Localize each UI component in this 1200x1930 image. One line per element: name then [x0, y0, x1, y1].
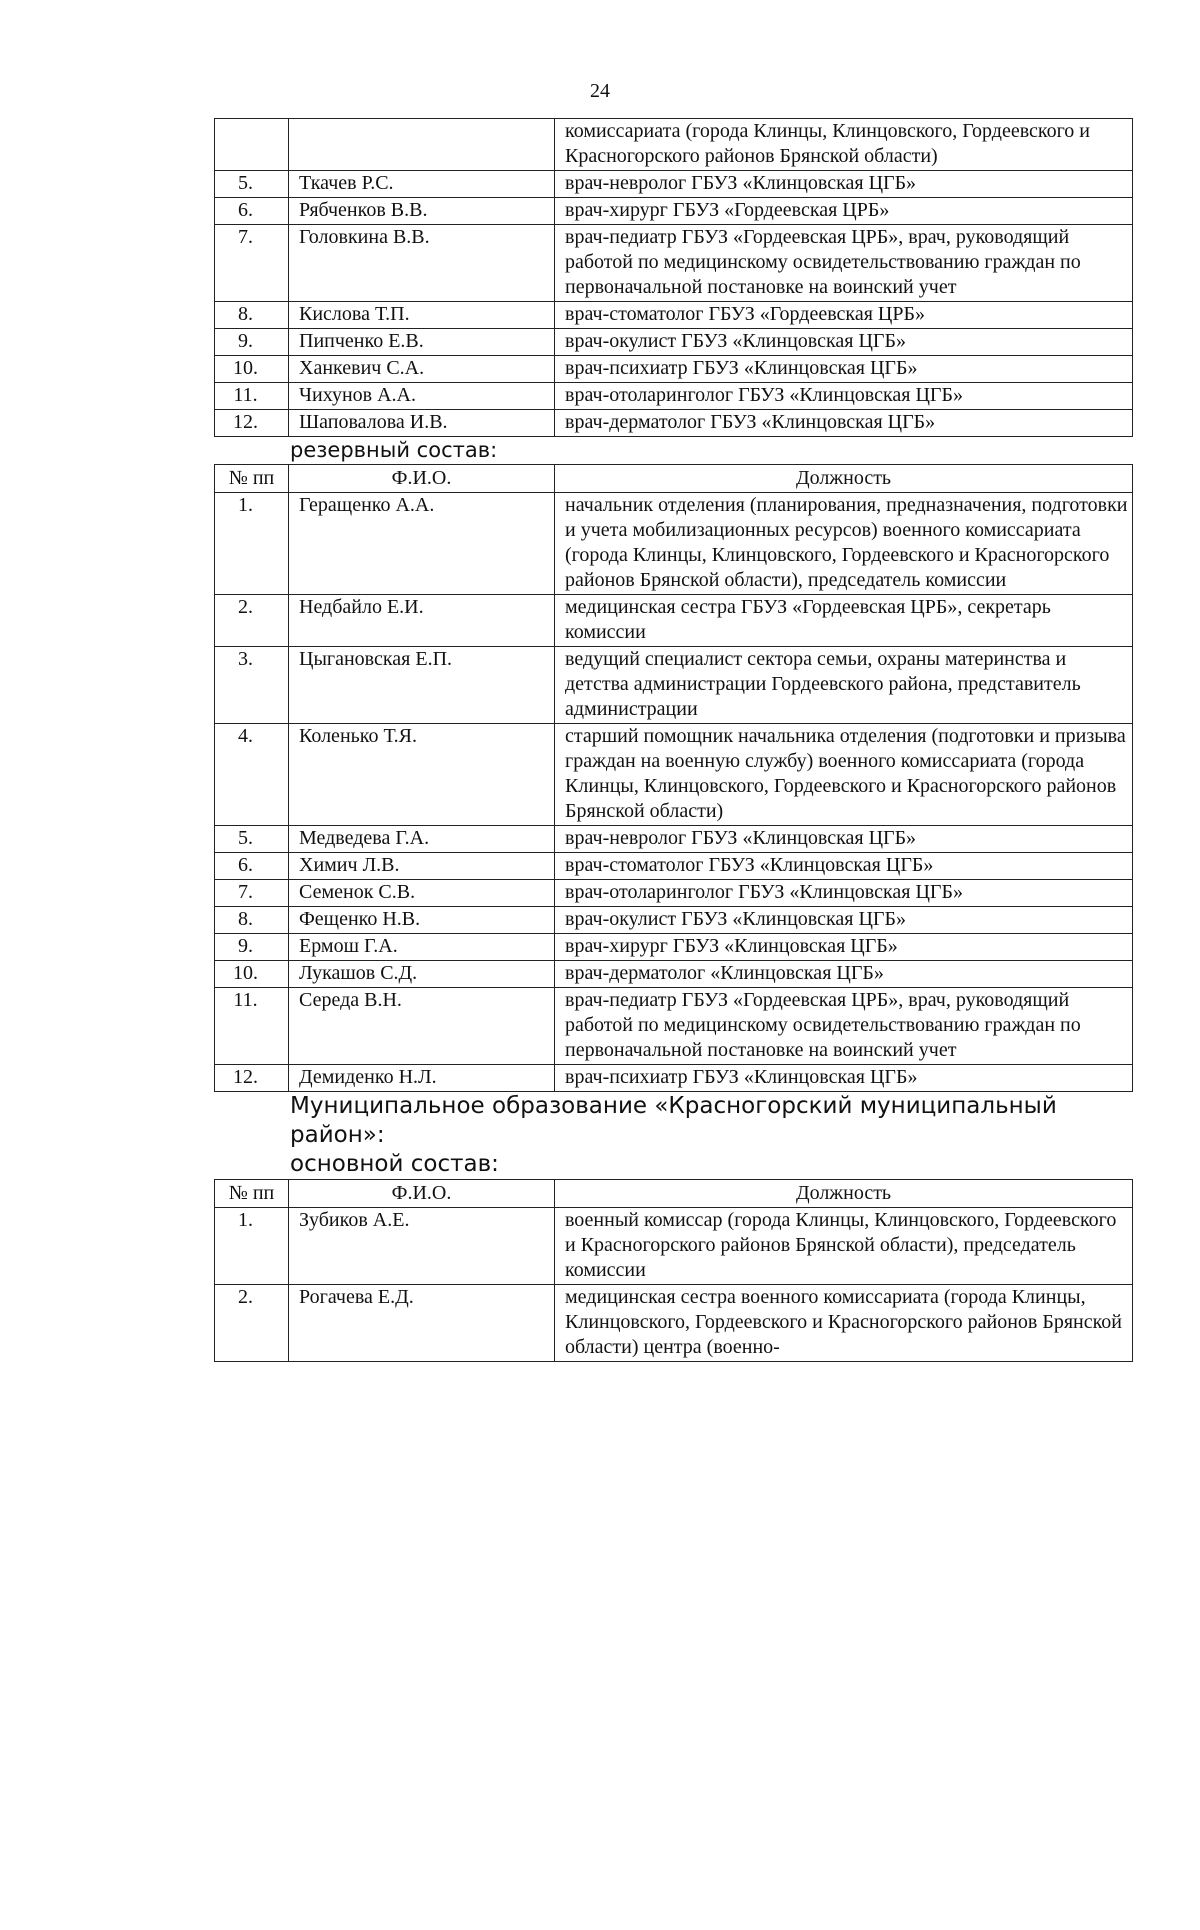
person-position: врач-невролог ГБУЗ «Клинцовская ЦГБ» [555, 826, 1133, 853]
person-name: Ткачев Р.С. [289, 171, 555, 198]
person-name: Коленько Т.Я. [289, 724, 555, 826]
person-position: врач-хирург ГБУЗ «Клинцовская ЦГБ» [555, 934, 1133, 961]
header-position: Должность [555, 465, 1133, 493]
person-position: начальник отделения (планирования, предназначения, подготовки и учета мобилизационных ресурсов) военного комиссариата (города Клинцы, Клинцовского, Гордеевского и Красногорского районов Брянской области), председатель комиссии [555, 493, 1133, 595]
person-name: Головкина В.В. [289, 225, 555, 302]
table-row [215, 225, 1133, 302]
table-row [215, 171, 1133, 198]
person-name: Зубиков А.Е. [289, 1208, 555, 1285]
table-row [215, 1285, 1133, 1362]
row-number: 12. [215, 410, 289, 437]
table-row [215, 119, 1133, 171]
row-number: 2. [215, 1285, 289, 1362]
person-position: врач-стоматолог ГБУЗ «Клинцовская ЦГБ» [555, 853, 1133, 880]
table-row [215, 934, 1133, 961]
person-position: врач-психиатр ГБУЗ «Клинцовская ЦГБ» [555, 356, 1133, 383]
person-position: военный комиссар (города Клинцы, Клинцовского, Гордеевского и Красногорского районов Брянской области), председатель комиссии [555, 1208, 1133, 1285]
person-name: Фещенко Н.В. [289, 907, 555, 934]
person-position: медицинская сестра ГБУЗ «Гордеевская ЦРБ», секретарь комиссии [555, 595, 1133, 647]
reserve-heading: резервный состав: [290, 438, 498, 462]
person-position: комиссариата (города Клинцы, Клинцовского, Гордеевского и Красногорского районов Брянской области) [555, 119, 1133, 171]
row-number: 10. [215, 356, 289, 383]
row-number: 1. [215, 1208, 289, 1285]
table-row [215, 880, 1133, 907]
header-num: № пп [215, 465, 289, 493]
person-position: врач-отоларинголог ГБУЗ «Клинцовская ЦГБ» [555, 383, 1133, 410]
table-row [215, 826, 1133, 853]
person-position: врач-отоларинголог ГБУЗ «Клинцовская ЦГБ» [555, 880, 1133, 907]
row-number: 9. [215, 934, 289, 961]
row-number: 7. [215, 225, 289, 302]
person-name: Демиденко Н.Л. [289, 1065, 555, 1092]
row-number: 6. [215, 198, 289, 225]
person-position: старший помощник начальника отделения (подготовки и призыва граждан на военную службу) военного комиссариата (города Клинцы, Клинцовского, Гордеевского и Красногорского районов Брянской области) [555, 724, 1133, 826]
person-position: врач-стоматолог ГБУЗ «Гордеевская ЦРБ» [555, 302, 1133, 329]
person-name: Ермош Г.А. [289, 934, 555, 961]
row-number: 5. [215, 171, 289, 198]
person-position: врач-окулист ГБУЗ «Клинцовская ЦГБ» [555, 907, 1133, 934]
table-header-row [215, 1180, 1133, 1208]
row-number: 11. [215, 988, 289, 1065]
page-number: 24 [590, 80, 610, 102]
person-name: Ханкевич С.А. [289, 356, 555, 383]
person-name: Рогачева Е.Д. [289, 1285, 555, 1362]
person-name: Пипченко Е.В. [289, 329, 555, 356]
table-row [215, 329, 1133, 356]
table-row [215, 198, 1133, 225]
person-name: Семенок С.В. [289, 880, 555, 907]
row-number: 8. [215, 907, 289, 934]
person-name [289, 119, 555, 171]
header-num: № пп [215, 1180, 289, 1208]
table-row [215, 961, 1133, 988]
person-position: врач-дерматолог «Клинцовская ЦГБ» [555, 961, 1133, 988]
row-number: 9. [215, 329, 289, 356]
person-name: Шаповалова И.В. [289, 410, 555, 437]
person-name: Середа В.Н. [289, 988, 555, 1065]
person-position: врач-дерматолог ГБУЗ «Клинцовская ЦГБ» [555, 410, 1133, 437]
header-position: Должность [555, 1180, 1133, 1208]
table-row [215, 1208, 1133, 1285]
table-row [215, 724, 1133, 826]
table-row [215, 383, 1133, 410]
table-row [215, 988, 1133, 1065]
row-number: 11. [215, 383, 289, 410]
row-number: 12. [215, 1065, 289, 1092]
person-name: Недбайло Е.И. [289, 595, 555, 647]
table-row [215, 907, 1133, 934]
table-row [215, 595, 1133, 647]
header-name: Ф.И.О. [289, 1180, 555, 1208]
document-body [214, 118, 1132, 1362]
row-number: 2. [215, 595, 289, 647]
table-row [215, 302, 1133, 329]
person-name: Химич Л.В. [289, 853, 555, 880]
person-name: Геращенко А.А. [289, 493, 555, 595]
row-number: 7. [215, 880, 289, 907]
row-number [215, 119, 289, 171]
person-position: врач-окулист ГБУЗ «Клинцовская ЦГБ» [555, 329, 1133, 356]
person-position: медицинская сестра военного комиссариата (города Клинцы, Клинцовского, Гордеевского и Красногорского районов Брянской области) центра (военно- [555, 1285, 1133, 1362]
person-name: Рябченков В.В. [289, 198, 555, 225]
person-name: Цыгановская Е.П. [289, 647, 555, 724]
table-row [215, 493, 1133, 595]
person-position: врач-педиатр ГБУЗ «Гордеевская ЦРБ», врач, руководящий работой по медицинскому освидетельствованию граждан по первоначальной постановке на воинский учет [555, 225, 1133, 302]
row-number: 8. [215, 302, 289, 329]
person-name: Медведева Г.А. [289, 826, 555, 853]
person-position: врач-невролог ГБУЗ «Клинцовская ЦГБ» [555, 171, 1133, 198]
row-number: 10. [215, 961, 289, 988]
person-name: Лукашов С.Д. [289, 961, 555, 988]
reserve-table [214, 464, 1133, 1092]
row-number: 4. [215, 724, 289, 826]
person-position: врач-хирург ГБУЗ «Гордеевская ЦРБ» [555, 198, 1133, 225]
table-row [215, 356, 1133, 383]
table-row [215, 853, 1133, 880]
row-number: 6. [215, 853, 289, 880]
municipality-heading: Муниципальное образование «Красногорский муниципальный район»: [290, 1093, 1057, 1148]
table-row [215, 410, 1133, 437]
main-heading: основной состав: [290, 1151, 499, 1177]
table-row [215, 647, 1133, 724]
table-header-row [215, 465, 1133, 493]
table-row [215, 1065, 1133, 1092]
row-number: 5. [215, 826, 289, 853]
person-name: Кислова Т.П. [289, 302, 555, 329]
person-position: врач-педиатр ГБУЗ «Гордеевская ЦРБ», врач, руководящий работой по медицинскому освидетельствованию граждан по первоначальной постановке на воинский учет [555, 988, 1133, 1065]
main-table [214, 1179, 1133, 1362]
row-number: 3. [215, 647, 289, 724]
continued-table [214, 118, 1133, 437]
person-name: Чихунов А.А. [289, 383, 555, 410]
person-position: ведущий специалист сектора семьи, охраны материнства и детства администрации Гордеевского района, представитель администрации [555, 647, 1133, 724]
row-number: 1. [215, 493, 289, 595]
person-position: врач-психиатр ГБУЗ «Клинцовская ЦГБ» [555, 1065, 1133, 1092]
header-name: Ф.И.О. [289, 465, 555, 493]
